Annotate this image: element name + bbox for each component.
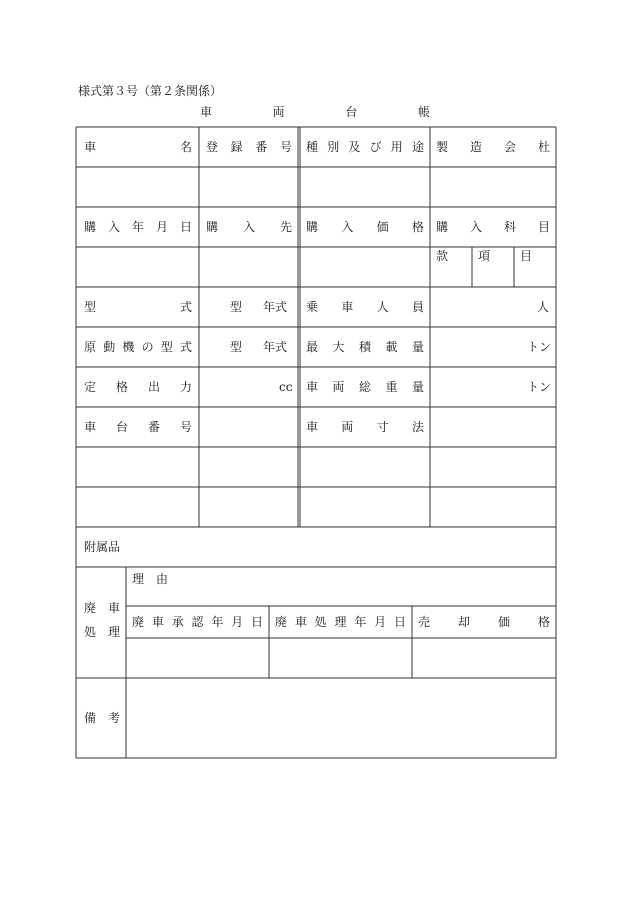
model-year-prefix: 型 <box>230 340 243 354</box>
max-load-unit: トン <box>527 340 552 354</box>
remarks-label: 備 考 <box>84 711 120 725</box>
purchase-from-label: 購 入 先 <box>206 220 292 234</box>
rated-output-label: 定 格 出 力 <box>84 380 192 394</box>
model-year-suffix: 年式 <box>263 300 288 314</box>
form-number-caption: 様式第３号（第２条関係） <box>78 84 223 98</box>
account-kan-label: 款 <box>436 249 449 263</box>
purchase-price-field[interactable] <box>301 248 429 286</box>
passenger-capacity-label: 乗 車 人 員 <box>306 300 424 314</box>
vehicle-name-field[interactable] <box>77 168 198 206</box>
remarks-field[interactable] <box>127 679 555 757</box>
disposal-label-top: 廃 車 <box>84 601 120 615</box>
title-char: 台 <box>345 105 358 119</box>
vehicle-dimensions-label: 車 両 寸 法 <box>306 420 424 434</box>
disposal-approval-date-label: 廃 車 承 認 年 月 日 <box>132 615 263 629</box>
title-char: 車 <box>200 105 213 119</box>
accessories-label: 附属品 <box>84 540 121 554</box>
registration-number-label: 登 録 番 号 <box>206 140 292 154</box>
disposal-approval-date-field[interactable] <box>127 639 268 677</box>
purchase-account-label: 購 入 科 目 <box>436 220 550 234</box>
model-year-prefix: 型 <box>230 300 243 314</box>
purchase-date-field[interactable] <box>77 248 198 286</box>
title-char: 帳 <box>417 105 430 119</box>
model-year-suffix: 年式 <box>263 340 288 354</box>
registration-number-field[interactable] <box>200 168 297 206</box>
vehicle-dimensions-field[interactable] <box>431 408 555 446</box>
vehicle-name-label: 車 名 <box>84 140 192 154</box>
disposal-label-bottom: 処 理 <box>84 625 120 639</box>
output-unit: cc <box>279 380 293 394</box>
document-title <box>200 103 430 120</box>
purchase-date-label: 購 入 年 月 日 <box>84 220 192 234</box>
manufacturer-field[interactable] <box>431 168 555 206</box>
disposal-processing-date-label: 廃 車 処 理 年 月 日 <box>275 615 406 629</box>
disposal-reason-field[interactable] <box>127 568 555 605</box>
disposal-reason-label: 理 由 <box>132 572 169 586</box>
engine-model-label: 原 動 機 の 型 式 <box>84 340 192 354</box>
account-kou-label: 項 <box>478 249 491 263</box>
type-and-use-field[interactable] <box>301 168 429 206</box>
type-and-use-label: 種 別 及 び 用 途 <box>306 140 424 154</box>
gross-weight-label: 車 両 総 重 量 <box>306 380 424 394</box>
model-label: 型 式 <box>84 300 192 314</box>
disposal-processing-date-field[interactable] <box>270 639 411 677</box>
gross-weight-unit: トン <box>527 380 552 394</box>
chassis-number-field[interactable] <box>200 408 297 446</box>
capacity-unit: 人 <box>537 300 550 314</box>
max-load-label: 最 大 積 載 量 <box>306 340 424 354</box>
purchase-from-field[interactable] <box>200 248 297 286</box>
manufacturer-label: 製 造 会 杜 <box>436 140 550 154</box>
purchase-price-label: 購 入 価 格 <box>306 220 424 234</box>
sale-price-label: 売 却 価 格 <box>418 615 550 629</box>
title-char: 両 <box>272 105 285 119</box>
sale-price-field[interactable] <box>413 639 555 677</box>
account-moku-label: 目 <box>520 249 533 263</box>
chassis-number-label: 車 台 番 号 <box>84 420 192 434</box>
